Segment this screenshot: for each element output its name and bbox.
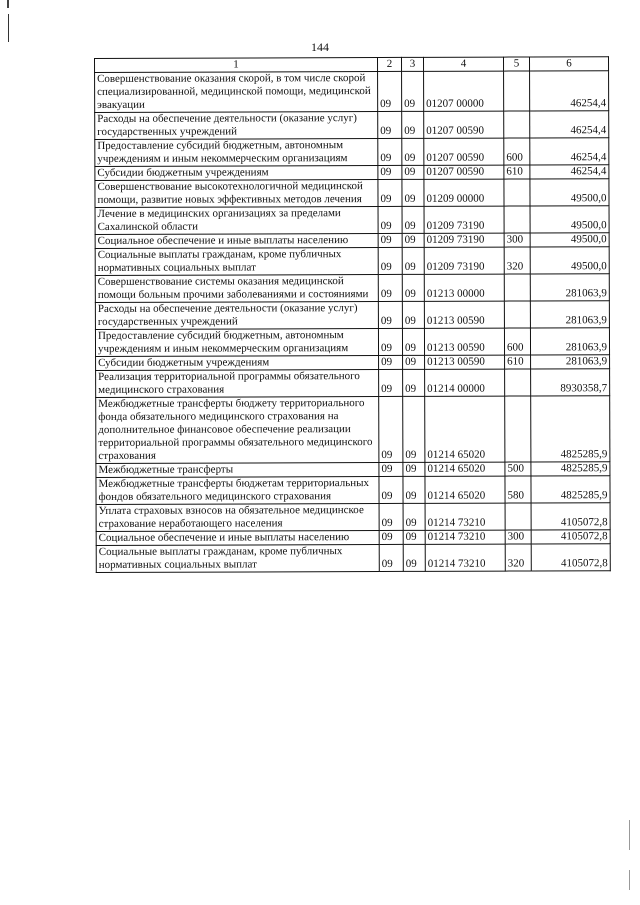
row-subsection: 09	[402, 233, 424, 247]
row-target-code: 01209 73190	[424, 233, 504, 247]
table-row	[95, 71, 609, 113]
column-header: 6	[529, 57, 608, 71]
row-expense-type: 610	[505, 355, 531, 369]
scan-artifact	[629, 820, 630, 850]
row-expense-type	[505, 396, 531, 462]
table-row	[96, 503, 610, 532]
column-header: 4	[423, 57, 503, 71]
row-amount: 46254,4	[530, 165, 609, 179]
row-target-code: 01209 00000	[424, 179, 504, 206]
table-row	[96, 476, 610, 505]
row-section: 09	[378, 328, 402, 355]
row-target-code: 01213 00590	[424, 301, 504, 328]
row-name: Уплата страховых взносов на обязательное медицинское страхование неработающего населения	[96, 504, 379, 532]
row-target-code: 01213 00590	[424, 328, 504, 355]
row-name: Совершенствование оказания скорой, в том числе скорой специализированной, медицинской помощи, медицинской эвакуации	[95, 72, 378, 113]
row-expense-type	[504, 111, 530, 138]
row-name: Социальные выплаты гражданам, кроме публичных нормативных социальных выплат	[95, 248, 378, 276]
table-row	[96, 544, 610, 573]
row-expense-type: 320	[504, 247, 530, 274]
row-name: Лечение в медицинских организациях за пределами Сахалинской области	[95, 207, 378, 235]
row-section: 09	[378, 206, 402, 233]
row-subsection: 09	[402, 206, 424, 233]
table-row	[95, 247, 609, 276]
row-section: 09	[379, 396, 403, 462]
scan-artifact	[629, 870, 630, 890]
row-subsection: 09	[403, 355, 425, 369]
row-section: 09	[378, 274, 402, 301]
row-name: Совершенствование высокотехнологичной медицинской помощи, развитие новых эффективных методов лечения	[95, 180, 378, 208]
row-amount: 4825285,9	[531, 462, 610, 476]
row-expense-type	[505, 503, 531, 530]
row-amount: 281063,9	[531, 355, 610, 369]
row-expense-type	[504, 274, 530, 301]
table-row	[96, 369, 610, 398]
row-target-code: 01213 00590	[425, 355, 505, 369]
row-expense-type: 320	[505, 544, 531, 571]
row-subsection: 09	[402, 165, 424, 179]
row-name: Предоставление субсидий бюджетным, автономным учреждениям и иным некоммерческим организациям	[95, 139, 378, 167]
row-expense-type: 300	[504, 233, 530, 247]
row-expense-type	[504, 301, 530, 328]
column-header: 5	[503, 57, 529, 71]
row-amount: 49500,0	[530, 179, 609, 206]
row-target-code: 01209 73190	[424, 247, 504, 274]
row-section: 09	[378, 71, 402, 111]
row-expense-type: 500	[505, 462, 531, 476]
row-target-code: 01207 00590	[424, 165, 504, 179]
row-subsection: 09	[402, 274, 424, 301]
row-amount: 4825285,9	[531, 396, 610, 462]
row-name: Межбюджетные трансферты бюджету территориального фонда обязательного медицинского страхования на дополнительное финансовое обеспечение реализации территориальной программы обязательного медицинского страхования	[96, 397, 379, 464]
table-row	[95, 328, 609, 357]
row-target-code: 01207 00590	[424, 111, 504, 138]
row-amount: 4825285,9	[531, 476, 610, 503]
row-expense-type: 300	[505, 530, 531, 544]
row-subsection: 09	[402, 138, 424, 165]
row-subsection: 09	[403, 369, 425, 396]
row-amount: 4105072,8	[531, 530, 610, 544]
column-header: 2	[378, 57, 402, 71]
row-subsection: 09	[402, 111, 424, 138]
row-section: 09	[378, 233, 402, 247]
table-row	[95, 206, 609, 235]
row-name: Субсидии бюджетным учреждениям	[95, 166, 378, 181]
row-name: Предоставление субсидий бюджетным, автономным учреждениям и иным некоммерческим организациям	[95, 329, 378, 357]
scan-artifact	[8, 14, 9, 42]
row-subsection: 09	[403, 544, 425, 571]
table-row	[95, 111, 609, 140]
row-expense-type: 610	[504, 165, 530, 179]
row-amount: 46254,4	[530, 138, 609, 165]
row-amount: 46254,4	[530, 111, 609, 138]
row-section: 09	[378, 247, 402, 274]
row-expense-type	[504, 206, 530, 233]
row-target-code: 01214 65020	[425, 396, 505, 462]
row-subsection: 09	[403, 530, 425, 544]
row-name: Социальное обеспечение и иные выплаты населению	[96, 531, 379, 546]
row-target-code: 01214 73210	[425, 503, 505, 530]
row-section: 09	[378, 111, 402, 138]
column-header: 1	[95, 58, 378, 73]
row-target-code: 01214 73210	[425, 544, 505, 571]
row-target-code: 01214 65020	[425, 462, 505, 476]
row-expense-type	[504, 179, 530, 206]
page-number: 144	[311, 40, 329, 54]
row-section: 09	[378, 165, 402, 179]
row-name: Расходы на обеспечение деятельности (оказание услуг) государственных учреждений	[95, 112, 378, 140]
row-name: Реализация территориальной программы обязательного медицинского страхования	[96, 370, 379, 398]
row-name: Социальное обеспечение и иные выплаты населению	[95, 234, 378, 249]
row-target-code: 01213 00000	[424, 274, 504, 301]
row-subsection: 09	[402, 247, 424, 274]
column-header: 3	[401, 57, 423, 71]
row-subsection: 09	[402, 71, 424, 111]
row-name: Субсидии бюджетным учреждениям	[96, 356, 379, 371]
row-section: 09	[379, 355, 403, 369]
row-expense-type: 600	[504, 138, 530, 165]
row-amount: 281063,9	[530, 301, 609, 328]
row-target-code: 01207 00590	[424, 138, 504, 165]
row-section: 09	[379, 369, 403, 396]
row-section: 09	[378, 179, 402, 206]
row-amount: 49500,0	[530, 247, 609, 274]
row-name: Межбюджетные трансферты бюджетам территориальных фондов обязательного медицинского страхования	[96, 477, 379, 505]
row-subsection: 09	[403, 462, 425, 476]
table-row	[95, 274, 609, 303]
row-subsection: 09	[403, 476, 425, 503]
row-name: Социальные выплаты гражданам, кроме публичных нормативных социальных выплат	[96, 545, 379, 573]
table-row	[95, 138, 609, 167]
row-section: 09	[378, 301, 402, 328]
row-target-code: 01214 73210	[425, 530, 505, 544]
row-section: 09	[378, 138, 402, 165]
row-amount: 8930358,7	[531, 369, 610, 396]
table-row	[95, 301, 609, 330]
row-expense-type	[504, 71, 530, 111]
row-section: 09	[379, 462, 403, 476]
row-subsection: 09	[403, 396, 425, 462]
row-name: Межбюджетные трансферты	[96, 463, 379, 478]
row-section: 09	[379, 476, 403, 503]
row-amount: 49500,0	[530, 233, 609, 247]
row-expense-type	[505, 369, 531, 396]
scan-artifact	[7, 0, 9, 8]
budget-table	[94, 56, 611, 573]
table-row	[96, 396, 610, 464]
row-amount: 281063,9	[530, 274, 609, 301]
table-row	[95, 179, 609, 208]
row-amount: 281063,9	[530, 328, 609, 355]
row-subsection: 09	[402, 301, 424, 328]
row-amount: 49500,0	[530, 206, 609, 233]
row-target-code: 01209 73190	[424, 206, 504, 233]
row-section: 09	[379, 503, 403, 530]
row-expense-type: 600	[504, 328, 530, 355]
row-expense-type: 580	[505, 476, 531, 503]
row-section: 09	[379, 544, 403, 571]
row-target-code: 01214 00000	[425, 369, 505, 396]
row-target-code: 01214 65020	[425, 476, 505, 503]
row-name: Совершенствование системы оказания медицинской помощи больным прочими заболеваниями и состояниями	[95, 275, 378, 303]
row-subsection: 09	[402, 328, 424, 355]
row-name: Расходы на обеспечение деятельности (оказание услуг) государственных учреждений	[95, 302, 378, 330]
row-amount: 4105072,8	[531, 544, 610, 571]
row-subsection: 09	[403, 503, 425, 530]
row-amount: 4105072,8	[531, 503, 610, 530]
row-section: 09	[379, 530, 403, 544]
row-amount: 46254,4	[530, 71, 609, 111]
row-target-code: 01207 00000	[424, 71, 504, 111]
row-subsection: 09	[402, 179, 424, 206]
